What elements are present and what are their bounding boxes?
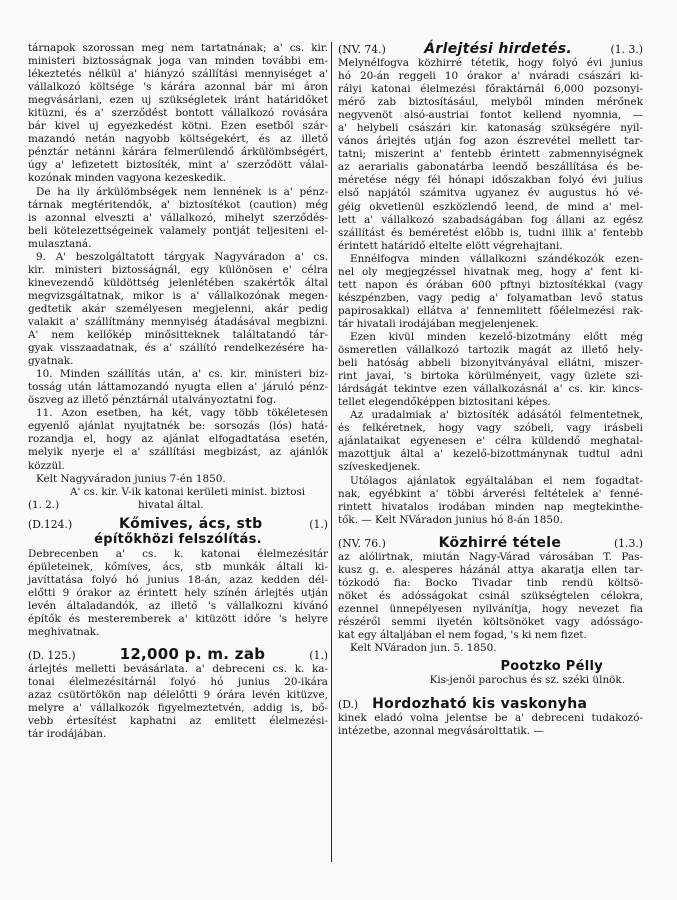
text-line: nöket és adósságokat csinál szükségtelen célokra, (338, 589, 643, 602)
ad-vaskonyha (338, 697, 643, 738)
section-intro (28, 42, 328, 186)
text-line: bár kivel uj egyezkedést kötni. Ezen esetből szár- (28, 120, 328, 133)
text-line: vebb értesítést kaphatni az emlitett élelmezési- (28, 715, 328, 728)
text-line: gedtetik akár személyesen megjelenni, akár pedig (28, 302, 328, 315)
text-line: építők és mesteremberek a' kitüzött időre 's helyre (28, 612, 328, 625)
ad-number: (D.124.) (28, 517, 73, 531)
text-line: tózkodó fia: Bocko Tivadar tinb rendü költsö- (338, 576, 643, 589)
text-line: méretése négy fél hónapi időszakban folyó évi julius (338, 174, 643, 187)
ad-heading (338, 536, 643, 551)
text-line: kozónak minden vagyona kezeskedik. (28, 172, 226, 185)
text-line: tők. — Kelt NVáradon junius hó 8-án 1850. (338, 513, 563, 526)
text-line: Debrecenben a' cs. k. katonai élelmezésitár (28, 547, 328, 560)
text-line: mérő zab biztosításául, melyből minden mérőnek (338, 96, 643, 109)
text-line: javíttatása folyó hó junius 18-án, azaz kedden dél- (28, 573, 328, 586)
ad-number: (NV. 76.) (338, 536, 386, 550)
text-line: részéről semmi ilyetén költsönöket vagy adósságo- (338, 615, 643, 628)
text-line: ezennel ünnepélyesen nyilvánítja, hogy nevezet fia (338, 602, 643, 615)
text-line: Melynélfogva közhirré tétetik, hogy folyó évi junius (338, 57, 643, 69)
text-line: ministeri biztosságnak joga van minden további em- (28, 55, 328, 68)
ad-title: Kőmives, ács, stb (119, 515, 263, 532)
text-line: 9. A' beszolgáltatott tárgyak Nagyváradon a' cs. (36, 250, 328, 263)
text-line: meghivatnak. (28, 625, 100, 638)
section-11 (28, 407, 328, 472)
section-8 (28, 186, 328, 251)
text-line: géig okvetlenül eszközlendő leend, de mind a' mel- (338, 200, 643, 213)
text-line: rozandja el, hogy az ajánlat elfogadtatása esetén, (28, 433, 328, 446)
text-line: tonai élelmezésitárnál folyó hó junius 20-ikára (28, 675, 328, 688)
text-line: tellet elegendőképpen biztositani képes. (338, 396, 551, 409)
text-line: egyenlő ajánlat nyujtatnék be: sorsozás (lós) hatá- (28, 420, 328, 433)
text-line: kat egy általjában el nem fogad, 's ki nem fizet. (338, 628, 587, 641)
ad-mark: (1.) (309, 648, 328, 662)
ad-number: (NV. 74.) (338, 43, 386, 56)
text-line: szállítást és beméretést előbb is, tudni illik a' fentebb (338, 226, 643, 239)
official-signature (28, 473, 328, 512)
text-line: azaz csütörtökön nap délelőtti 9 órára levén kitüzve, (28, 688, 328, 701)
text-line: rint javai, 's birtoka körülményeit, vagy üzlete szi- (338, 370, 643, 383)
text-line: szíveskedjenek. (338, 461, 421, 474)
text-line: tárnapok szorossan meg nem tartatnának; a' cs. kir. (28, 42, 328, 54)
ad-zab (28, 644, 328, 741)
text-line: kinevezendő küldöttség jelenlétében szakértők által (28, 276, 328, 289)
text-line: De ha ily árkülömbségek nem lennének is a' pénz- (36, 185, 328, 198)
ad-number: (D.) (338, 698, 359, 712)
text-line: tett napon és órában 600 pftnyi biztosítékkal (vagy (338, 278, 643, 291)
text-line: kinek eladó volna jelentse be a' debreceni tudakozó- (338, 712, 643, 725)
text-line: mazandó netán nagyobb költségekért, és az illető (28, 133, 328, 146)
text-line: mulasztaná. (28, 237, 92, 250)
text-line: Ennélfogva minden vállalkozni szándékozók ezen- (350, 252, 643, 265)
text-line: úgy a' lefizetett biztosíték, mint a' szerződött válal- (28, 159, 328, 172)
text-line: az alólirtnak, miután Nagy-Várad városában T. Pas- (338, 550, 643, 563)
text-line: tár hivatali irodájában megjelenjenek. (338, 317, 539, 330)
ad-body (338, 551, 643, 642)
ad-mark: (1.) (309, 517, 328, 531)
ad-reference: (1. 2.) (28, 498, 60, 511)
text-line: Ezen kivül minden kezelő-bizotmány előtt még (350, 330, 643, 343)
ad-title: Közhirré tétele (438, 534, 562, 551)
text-line: lett a' vállalkozó szabadságában fog állani az egész (338, 213, 643, 226)
text-line: gyatnak. (28, 355, 74, 368)
ad-signer (338, 655, 643, 674)
text-line: öszveg az illető pénztárnál utalványoztatni fog. (28, 394, 277, 407)
text-line: 11. Azon esetben, ha két, vagy több tökéletesen (36, 407, 328, 420)
text-line: nel oly megjegzéssel hivatnak meg, hogy a' fent ki- (338, 265, 643, 278)
text-line: valakit a' szállítmány mennyiség átadásával megbizni. (28, 315, 328, 328)
ad-mark: (1. 3.) (610, 43, 643, 56)
ad-subtitle: építőkhözi felszólítás. (94, 531, 262, 547)
text-line: negyvenöt alsó-austriai fontot kellend nyomnia, — (338, 109, 643, 122)
text-line: hó 20-án reggeli 10 órakor a' nváradi császári ki- (338, 70, 643, 83)
signature-office-end: hivatal által. (138, 498, 204, 511)
text-line: készpénzben, vagy pedig a' folyamatban levő status (338, 291, 643, 304)
text-line: érintett határidő eltelte elött végrehajtani. (338, 239, 563, 252)
ad-date: Kelt NVáradon jun. 5. 1850. (350, 642, 497, 655)
text-line: rintett hivatalos irodában minden nap megtekinthe- (338, 500, 643, 513)
signer-name: Pootzko Pélly (500, 659, 603, 675)
text-line: tosság után láttamozandó nyugta ellen a' járuló pénz- (28, 381, 328, 394)
ad-heading (28, 517, 328, 532)
ad-heading (338, 42, 643, 57)
signature-date: Kelt Nagyváradon junius 7-én 1850. (36, 472, 226, 485)
ad-title: Árlejtési hirdetés. (424, 41, 573, 57)
ad-title: Hordozható kis vaskonyha (372, 696, 588, 713)
text-line: előtti 9 órakor az érintett hely színén árlejtés utján (28, 586, 328, 599)
ad-body (338, 712, 643, 738)
text-line: pénztár netánni kárára felmerülendő árkülömbségért, (28, 146, 328, 159)
ad-body (28, 548, 328, 639)
text-line: levén általadandók, az illető 's vállalkozni kivánó (28, 599, 328, 612)
text-line: vános árlejtés utján fog azon észrevétel mellett tar- (338, 135, 643, 148)
text-line: árlejtés melletti bevásárlata. a' debreceni cs. k. ka- (28, 662, 328, 675)
text-line: tatni; miszerint a' fentebb érintett zabmennyiségnek (338, 148, 643, 161)
ad-number: (D. 125.) (28, 648, 76, 662)
text-line: papirosakkal) ellátva a' fennemlitett főélelmezési rak- (338, 304, 643, 317)
text-line: lékeztetés nélkül a' hiányzó szállítási mennyiséget a' (28, 68, 328, 81)
ad-heading (28, 644, 328, 663)
section-9 (28, 251, 328, 368)
text-line: vállalkozó költsége 's kárára azonnal bár mi áron (28, 81, 328, 94)
ad-title: 12,000 p. m. zab (119, 644, 266, 663)
text-line: közzül. (28, 459, 65, 472)
ad-mark: (1.3.) (613, 536, 643, 550)
signer-title: Kis-jenői parochus és sz. széki ülnök. (429, 674, 625, 687)
right-column (338, 42, 643, 738)
text-line: kir. ministeri biztosságnál, egy különösen e' célra (28, 263, 328, 276)
text-line: lárdságát tekintve ezen vállalkozásnál a' cs. kir. kincs- (338, 383, 643, 396)
text-line: tár irodájában. (28, 728, 107, 741)
text-line: intézetbe, azonnal megvásárolttatik. — (338, 725, 544, 738)
text-line: beli hatóság abbeli bizonyitványával ellátni, miszer- (338, 357, 643, 370)
section-10 (28, 368, 328, 407)
text-line: első napjától számitva ugyanez év augustus hó vé- (338, 187, 643, 200)
signature-row (28, 499, 328, 512)
ad-komives (28, 517, 328, 639)
text-line: melyik nyerje el a' szállítási megbizást, az ajánlók (28, 446, 328, 459)
text-line: rályi katonai élelmezési főraktárnál 6,000 pozsonyi- (338, 83, 643, 96)
ad-heading (338, 697, 643, 712)
text-line: melyre a' vállalkozók figyelmeztetvén, addig is, bő- (28, 702, 328, 715)
text-line: épületeinek, kőmíves, ács, stb munkák általi ki- (28, 560, 328, 573)
ad-arlejtesi (338, 42, 643, 527)
text-line: ajánlataikat egyenesen e' célra küldendő meghatal- (338, 435, 643, 448)
ad-body (28, 663, 328, 741)
text-line: A' nem kellőkép minősitteknek találtatandó tár- (28, 329, 328, 342)
text-line: a' helybeli császári kir. katonaság szükségére nyil- (338, 122, 643, 135)
text-line: az aerarialis gabonatárba leendő beszállítása és be- (338, 161, 643, 174)
text-line: megvásárlani, ezen uj szükségletek iránt határidőket (28, 94, 328, 107)
text-line: tárnak megtéritendők, a' biztosítékot (caution) még (28, 198, 328, 211)
text-line: kitüzni, és a' szerződést bontott vállalkozó rovására (28, 107, 328, 120)
text-line: nak, egyébkint a' többi árverési feltételek a' fenné- (338, 487, 643, 500)
text-line: és felkéretnek, hogy vagy szóbeli, vagy irásbeli (338, 422, 643, 435)
text-line: is azonnal elveszti a' vállalkozó, mihelyt szerződés- (28, 211, 328, 224)
ad-body (338, 57, 643, 527)
text-line: Az uradalmiak a' biztosíték adásától felmentetnek, (350, 409, 643, 422)
text-line: mazottjuk által a' kezelő-bizottmánynak tudtul adni (338, 448, 643, 461)
column-divider (331, 42, 332, 862)
text-line: megvizsgáltatnak, mikor is a' vállalkozónak megen- (28, 289, 328, 302)
left-column (28, 42, 328, 741)
text-line: 10. Minden szállítás után, a' cs. kir. ministeri biz- (36, 368, 328, 381)
text-line: ösmeretlen vállalkozó tartozik magát az illető hely- (338, 344, 643, 357)
text-line: gyak visszaadatnak, és a' szállító rendelkezésére ha- (28, 342, 328, 355)
signature-office: A' cs. kir. V-ik katonai kerületi minist. biztosi (70, 485, 306, 498)
text-line: beli kötelezettségeinek valamely pontját teljesiteni el- (28, 224, 328, 237)
text-line: Utólagos ajánlatok egyáltalában el nem fogadtat- (350, 474, 643, 487)
ad-kozhirre (338, 536, 643, 687)
text-line: kusz g. e. alesperes házánál attya akaratja ellen tar- (338, 563, 643, 576)
